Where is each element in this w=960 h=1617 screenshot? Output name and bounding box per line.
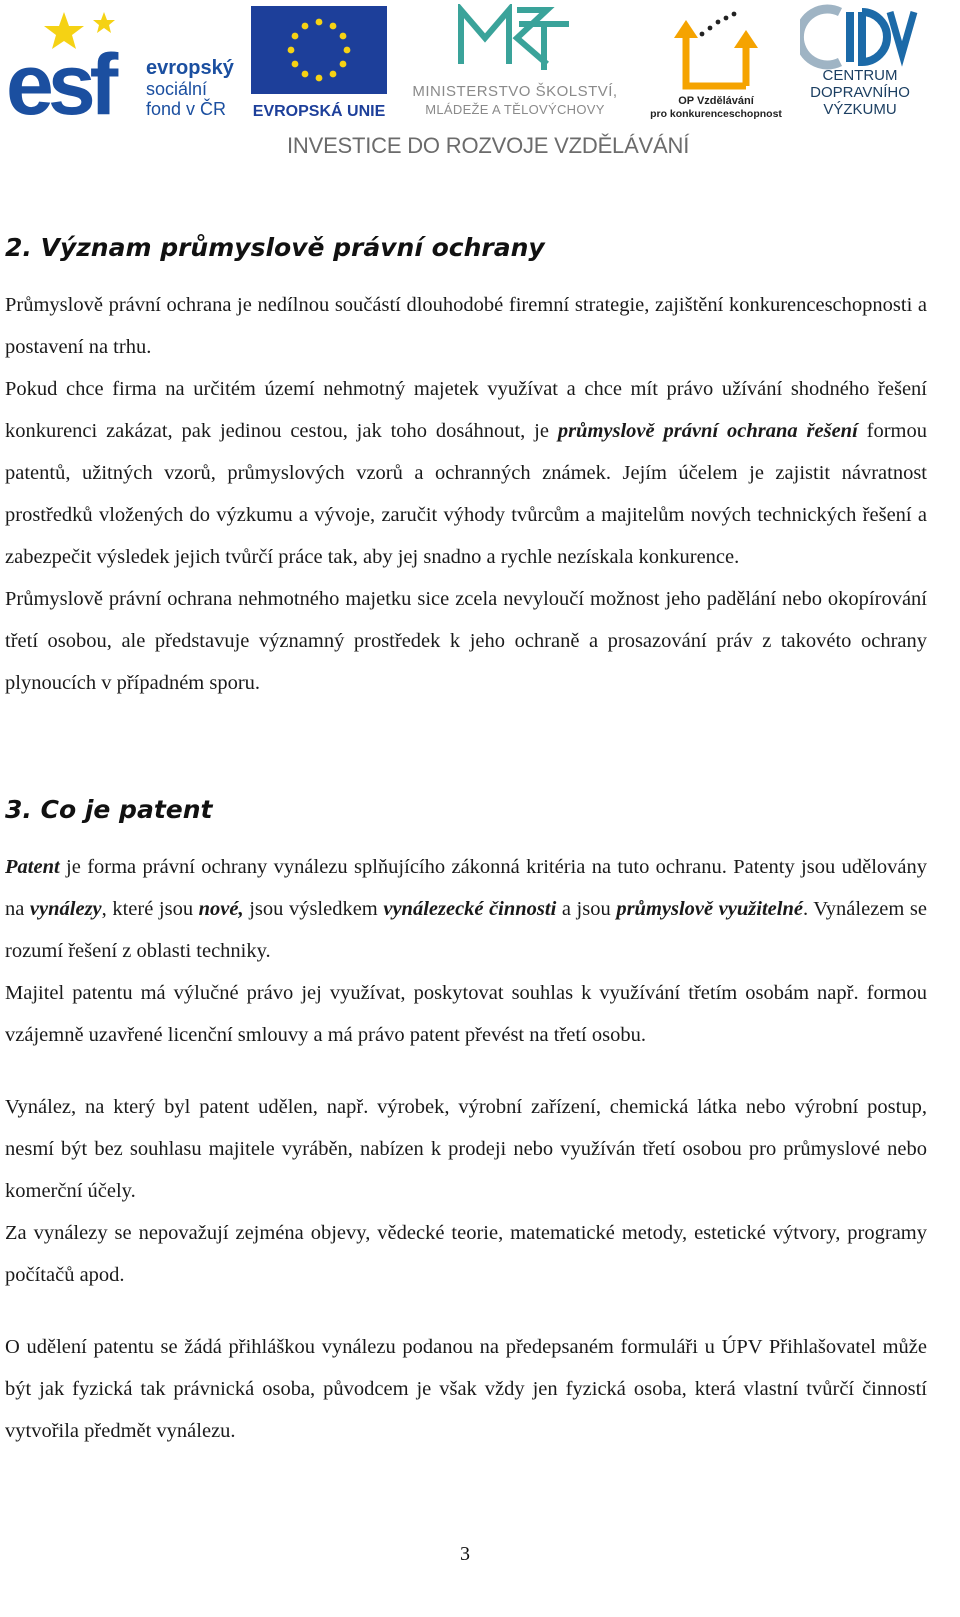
- svg-text:MINISTERSTVO ŠKOLSTVÍ,: MINISTERSTVO ŠKOLSTVÍ,: [412, 83, 618, 100]
- esf-logo-mark: esf: [6, 37, 113, 120]
- logo-bar: [0, 0, 960, 170]
- esf-logo: [6, 8, 242, 120]
- document-body: [5, 226, 927, 1452]
- svg-text:sociální: sociální: [146, 79, 208, 99]
- cdv-mark-icon: [800, 9, 840, 65]
- page-number: 3: [460, 1543, 470, 1565]
- svg-text:VÝZKUMU: VÝZKUMU: [823, 101, 897, 118]
- section-2-paragraph-2: Pokud chce firma na určitém území nehmotný majetek využívat a chce mít právo užívání shodného řešení konkurenci zakázat, pak jedinou cestou, jak toho dosáhnout, je průmyslově právní ochrana řešení formou patentů, užitných vzorů, průmyslových vzorů a ochranných známek. Jejím účelem je zajistit návratnost prostředků vložených do výzkumu a vývoje, zaručit výhody tvůrcům a majitelům nových technických řešení a zabezpečit výsledek jejich tvůrčí práce tak, aby jej snadno a rychle nezískala konkurence.: [5, 378, 927, 568]
- cdv-logo: [800, 4, 920, 120]
- section-3-paragraph-1: Patent je forma právní ochrany vynálezu splňujícího zákonná kritéria na tuto ochranu. Patenty jsou udělovány na vynálezy, které jsou nové, jsou výsledkem vynálezecké činnosti a jsou průmyslově využitelné. Vynálezem se rozumí řešení z oblasti techniky.: [5, 856, 927, 962]
- section-3-heading: 3. Co je patent: [5, 795, 213, 824]
- svg-text:evropský: evropský: [146, 57, 234, 79]
- esf-star-small-icon: [93, 12, 115, 33]
- section-2-paragraph-3: Průmyslově právní ochrana nehmotného majetku sice zcela nevyloučí možnost jeho padělání nebo okopírování třetí osobou, ale představuje významný prostředek k jeho ochraně a prosazování práv z takovéto ochrany plynoucích v případném sporu.: [5, 588, 927, 694]
- eu-logo: [251, 6, 387, 118]
- section-3-paragraph-2: Majitel patentu má výlučné právo jej využívat, poskytovat souhlas k využívání třetím osobám např. formou vzájemně uzavřené licenční smlouvy a má právo patent převést na třetí osobu.: [5, 982, 927, 1046]
- svg-text:OP Vzdělávání: OP Vzdělávání: [678, 95, 754, 107]
- opvk-logo: [640, 8, 792, 120]
- msmt-logo: [397, 4, 633, 120]
- section-2-heading: 2. Význam průmyslově právní ochrany: [5, 233, 545, 262]
- svg-text:MLÁDEŽE A TĚLOVÝCHOVY: MLÁDEŽE A TĚLOVÝCHOVY: [425, 102, 605, 117]
- header-slogan: INVESTICE DO ROZVOJE VZDĚLÁVÁNÍ: [287, 133, 690, 158]
- svg-text:CENTRUM: CENTRUM: [822, 67, 898, 84]
- svg-text:EVROPSKÁ UNIE: EVROPSKÁ UNIE: [252, 103, 386, 118]
- section-3-paragraph-5: O udělení patentu se žádá přihláškou vynálezu podanou na předepsaném formuláři u ÚPV Přihlašovatel může být jak fyzická tak právnická osoba, původcem je však vždy jen fyzická osoba, která vlastní tvůrčí činností vytvořila předmět vynálezu.: [5, 1336, 927, 1442]
- svg-text:pro konkurenceschopnost: pro konkurenceschopnost: [650, 108, 782, 120]
- section-3-paragraph-3: Vynález, na který byl patent udělen, např. výrobek, výrobní zařízení, chemická látka nebo výrobní postup, nesmí být bez souhlasu majitele vyráběn, nabízen k prodeji nebo využíván třetí osobou pro průmyslové nebo komerční účely.: [5, 1096, 927, 1202]
- section-3-paragraph-4: Za vynálezy se nepovažují zejména objevy, vědecké teorie, matematické metody, estetické výtvory, programy počítačů apod.: [5, 1222, 927, 1286]
- emphasis-text: průmyslově právní ochrana řešení: [557, 420, 858, 442]
- svg-text:DOPRAVNÍHO: DOPRAVNÍHO: [810, 84, 910, 101]
- section-2-paragraph-1: Průmyslově právní ochrana je nedílnou součástí dlouhodobé firemní strategie, zajištění konkurenceschopnosti a postavení na trhu.: [5, 294, 927, 358]
- svg-text:fond v ČR: fond v ČR: [146, 99, 227, 119]
- msmt-mark-icon: [461, 10, 509, 64]
